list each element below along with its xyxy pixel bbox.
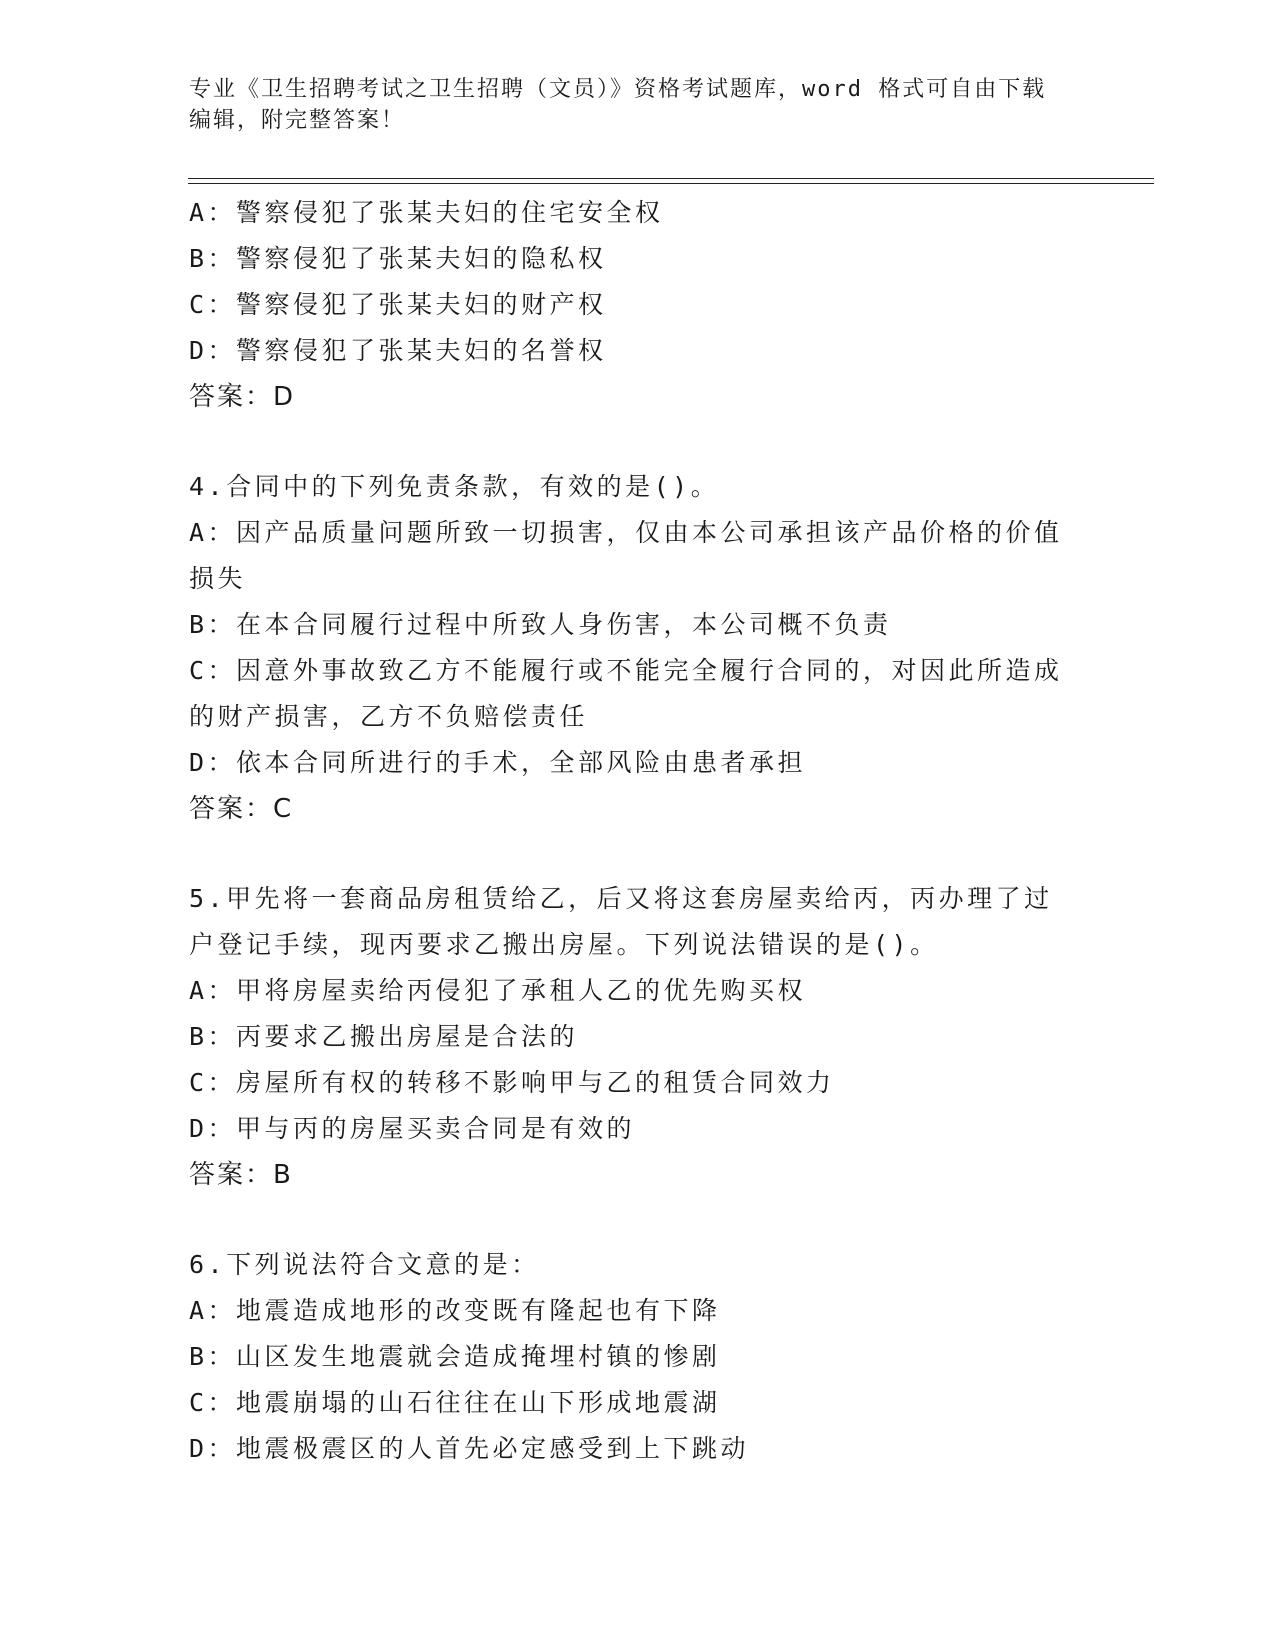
answer: 答案：D: [189, 382, 296, 412]
option-a: A：甲将房屋卖给丙侵犯了承租人乙的优先购买权: [189, 976, 807, 1005]
question-stem-continued: 户登记手续，现丙要求乙搬出房屋。下列说法错误的是()。: [189, 930, 939, 959]
option-d: D：甲与丙的房屋买卖合同是有效的: [189, 1114, 636, 1143]
option-d: D：地震极震区的人首先必定感受到上下跳动: [189, 1434, 750, 1463]
question-list: [189, 190, 1089, 1472]
option-c-continued: 的财产损害，乙方不负赔偿责任: [189, 702, 589, 731]
answer: 答案：C: [189, 794, 294, 824]
option-c: C：房屋所有权的转移不影响甲与乙的租赁合同效力: [189, 1068, 835, 1097]
header-line-2: 编辑，附完整答案！: [189, 108, 406, 133]
option-b: B：警察侵犯了张某夫妇的隐私权: [189, 244, 607, 273]
header-divider-bottom: [188, 183, 1154, 184]
option-a: A：地震造成地形的改变既有隆起也有下降: [189, 1296, 721, 1325]
option-c: C：地震崩塌的山石往往在山下形成地震湖: [189, 1388, 721, 1417]
option-a-continued: 损失: [189, 564, 247, 593]
spacer: [189, 832, 1089, 876]
option-c: C：警察侵犯了张某夫妇的财产权: [189, 290, 607, 319]
question-stem: 5.甲先将一套商品房租赁给乙，后又将这套房屋卖给丙，丙办理了过: [189, 884, 1053, 913]
option-b: B：山区发生地震就会造成掩埋村镇的惨剧: [189, 1342, 721, 1371]
question-stem: 6.下列说法符合文意的是：: [189, 1250, 540, 1279]
option-d: D：警察侵犯了张某夫妇的名誉权: [189, 336, 607, 365]
spacer: [189, 1198, 1089, 1242]
question-3: [189, 190, 1089, 420]
option-a: A：因产品质量问题所致一切损害，仅由本公司承担该产品价格的价值: [189, 518, 1063, 547]
document-header: [189, 74, 1069, 136]
question-6: [189, 1242, 1089, 1472]
option-c: C：因意外事故致乙方不能履行或不能完全履行合同的，对因此所造成: [189, 656, 1063, 685]
header-divider-top: [188, 178, 1154, 179]
question-5: [189, 876, 1089, 1198]
header-line-1: 专业《卫生招聘考试之卫生招聘（文员）》资格考试题库，word 格式可自由下载: [189, 77, 1047, 102]
question-stem: 4.合同中的下列免责条款，有效的是()。: [189, 472, 720, 501]
option-d: D：依本合同所进行的手术，全部风险由患者承担: [189, 748, 807, 777]
question-4: [189, 464, 1089, 832]
option-b: B：在本合同履行过程中所致人身伤害，本公司概不负责: [189, 610, 892, 639]
option-a: A：警察侵犯了张某夫妇的住宅安全权: [189, 198, 664, 227]
option-b: B：丙要求乙搬出房屋是合法的: [189, 1022, 579, 1051]
spacer: [189, 420, 1089, 464]
answer: 答案：B: [189, 1160, 293, 1190]
